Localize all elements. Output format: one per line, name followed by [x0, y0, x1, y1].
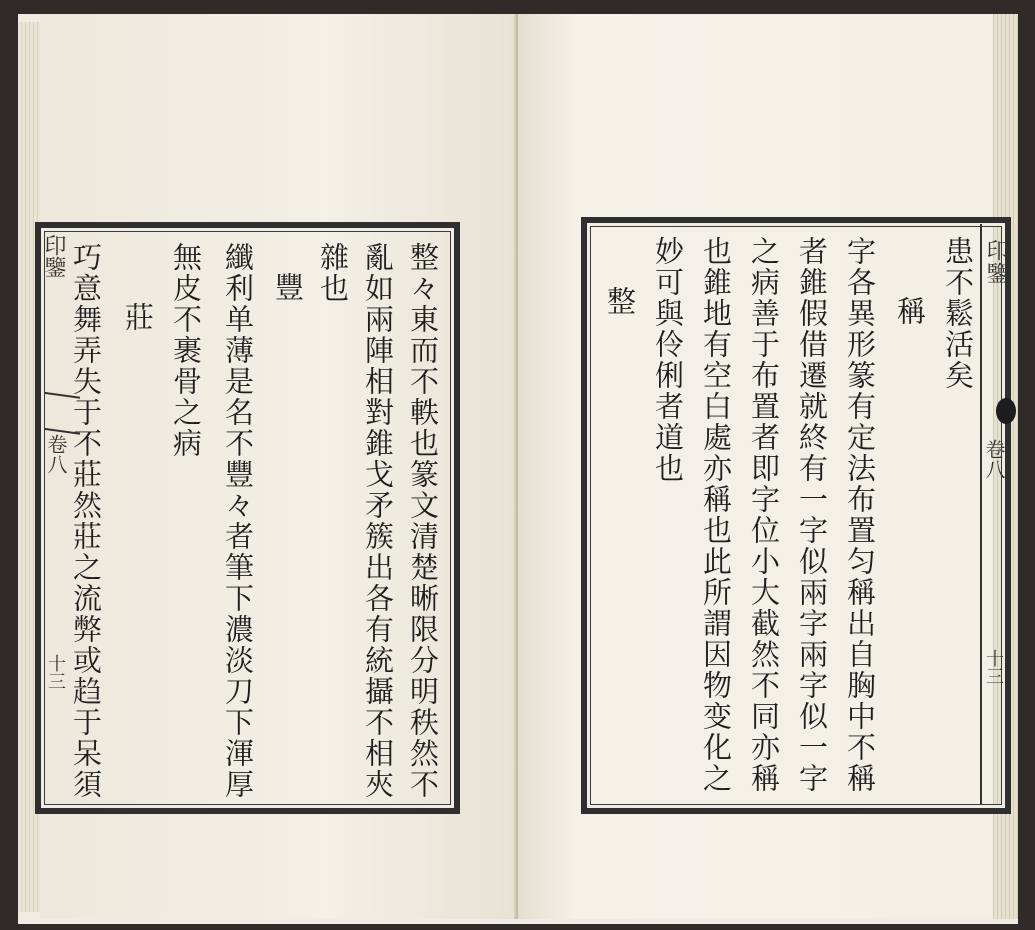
banxin-title: 印鑒	[983, 239, 1008, 285]
right-column-5: 之病善于布置者即字位小大截然不同亦稱	[747, 236, 781, 794]
banxin-volume: 卷八	[982, 439, 1006, 479]
right-column-1: 患不鬆活矣	[941, 236, 975, 391]
right-column-4: 者錐假借遷就終有一字似兩字兩字似一字	[795, 236, 829, 794]
open-book	[18, 14, 1018, 924]
left-column-2: 亂如兩陣相對錐戈矛簇出各有統攝不相夾	[361, 242, 395, 800]
right-column-6: 也錐地有空白處亦稱也此所謂因物变化之	[699, 236, 733, 794]
banxin-strip	[980, 224, 1004, 804]
banxin-folio: 十三	[983, 649, 1004, 685]
left-column-3: 雜也	[316, 242, 350, 304]
banxin-fish-tail	[996, 398, 1016, 424]
left-heading-feng: 豐	[271, 272, 305, 303]
left-column-8: 巧意舞弄失于不莊然莊之流弊或趋于呆須	[69, 242, 103, 800]
right-heading-zheng: 整	[603, 286, 637, 317]
left-column-6: 無皮不裹骨之病	[169, 242, 203, 459]
right-column-3: 字各異形篆有定法布置匀稱出自胸中不稱	[843, 236, 877, 794]
left-edge-folio: 十三	[45, 654, 66, 690]
right-column-7: 妙可與伶俐者道也	[651, 236, 685, 484]
left-edge-volume: 卷八	[44, 434, 68, 474]
left-edge-title: 印鑒	[41, 234, 66, 278]
left-heading-zhuang: 莊	[121, 302, 155, 333]
right-heading-cheng: 稱	[893, 296, 927, 327]
left-column-5: 纖利单薄是名不豐々者筆下濃淡刀下渾厚	[221, 242, 255, 800]
left-column-1: 整々東而不軼也篆文清楚晰限分明秩然不	[406, 242, 440, 800]
